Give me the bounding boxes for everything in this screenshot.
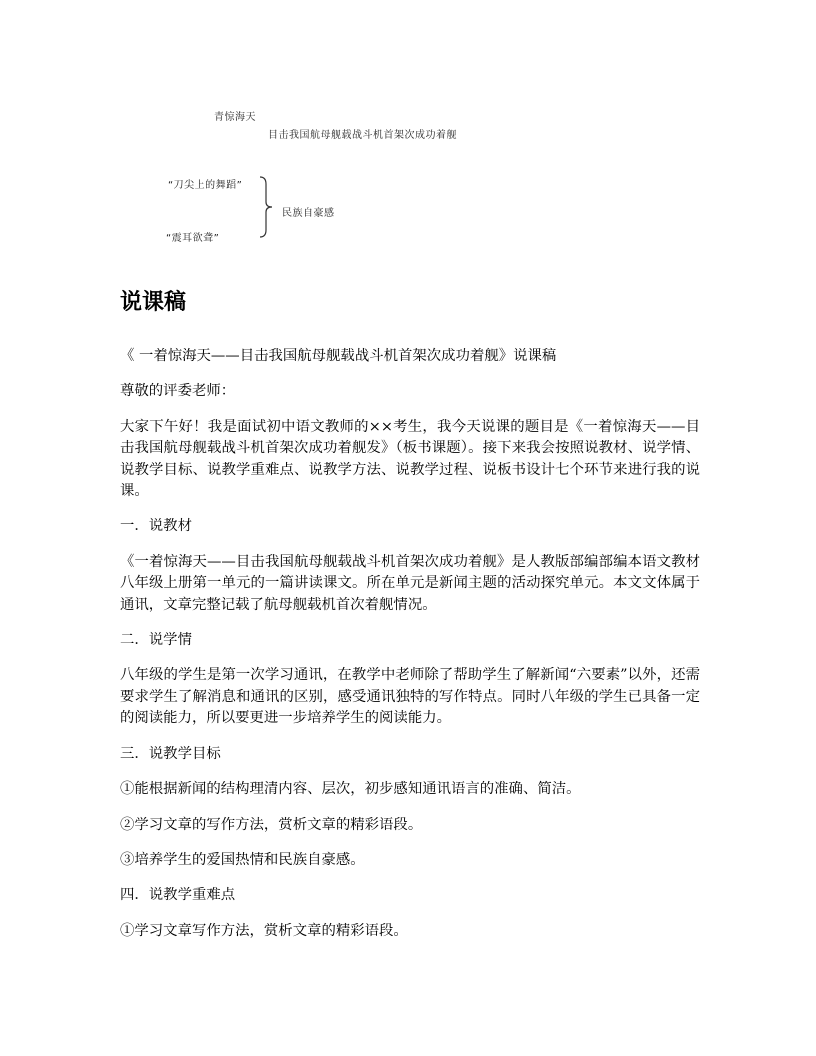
brace-icon <box>258 176 278 238</box>
intro-paragraph: 大家下午好！我是面试初中语文教师的××考生，我今天说课的题目是《一着惊海天——目击我国航母舰载战斗机首架次成功着舰发》（板书课题）。接下来我会按照说教材、说学情、说教学目标、说教学重难点、说教学方法、说教学过程、说板书设计七个环节来进行我的说课。 <box>120 418 700 500</box>
greeting: 尊敬的评委老师： <box>120 383 236 400</box>
diagram-left-item-1: “刀尖上的舞蹈” <box>168 180 243 191</box>
goal-item: ②学习文章的写作方法，赏析文章的精彩语段。 <box>120 816 423 833</box>
diagram-node-top-sub: 目击我国航母舰载战斗机首架次成功着舰 <box>268 130 457 141</box>
diagram-node-top: 青惊海天 <box>214 112 256 123</box>
keypoint-item: ①学习文章写作方法，赏析文章的精彩语段。 <box>120 922 408 939</box>
section-heading-textbook: 一．说教材 <box>120 518 192 535</box>
textbook-paragraph: 《一着惊海天——目击我国航母舰载战斗机首架次成功着舰》是人教版部编部编本语文教材八年级上册第一单元的一篇讲读课文。所在单元是新闻主题的活动探究单元。本文文体属于通讯，文章完整记载了航母舰载机首次着舰情况。 <box>120 553 700 613</box>
diagram-right-item: 民族自豪感 <box>282 208 335 219</box>
section-heading-students: 二．说学情 <box>120 632 192 649</box>
students-paragraph: 八年级的学生是第一次学习通讯，在教学中老师除了帮助学生了解新闻“六要素”以外，还需要求学生了解消息和通讯的区别，感受通讯独特的写作特点。同时八年级的学生已具备一定的阅读能力，所以要更进一步培养学生的阅读能力。 <box>120 667 700 727</box>
goal-item: ①能根据新闻的结构理清内容、层次，初步感知通讯语言的准确、简洁。 <box>120 781 581 798</box>
lesson-title: 《 一着惊海天——目击我国航母舰载战斗机首架次成功着舰》说课稿 <box>120 348 557 364</box>
page-title: 说课稿 <box>120 290 187 315</box>
section-heading-goals: 三．说教学目标 <box>120 745 221 762</box>
document-body <box>120 288 700 956</box>
goal-item: ③培养学生的爱国热情和民族自豪感。 <box>120 851 365 868</box>
section-heading-keypoints: 四．说教学重难点 <box>120 887 236 904</box>
diagram-left-item-2: “震耳欲聋” <box>166 233 220 244</box>
board-diagram <box>0 0 816 250</box>
